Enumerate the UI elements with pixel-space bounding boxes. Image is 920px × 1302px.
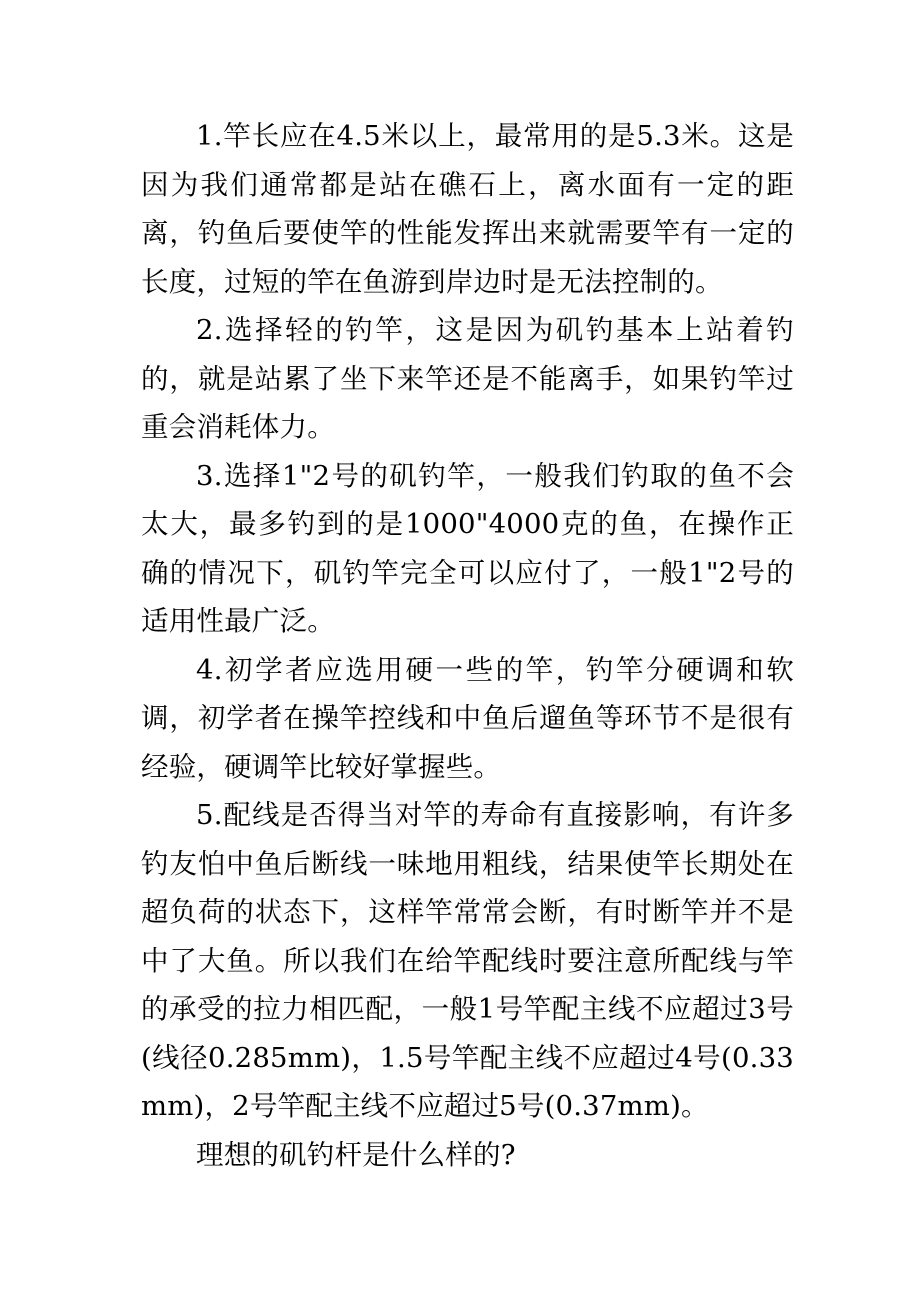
paragraph-line-matching: 5.配线是否得当对竿的寿命有直接影响，有许多钓友怕中鱼后断线一味地用粗线，结果使竿长期处在超负荷的状态下，这样竿常常会断，有时断竿并不是中了大鱼。所以我们在给竿配线时要注意所配线与竿的承受的拉力相匹配，一般1号竿配主线不应超过3号(线径0.285mm)，1.5号竿配主线不应超过4号(0.33mm)，2号竿配主线不应超过5号(0.37mm)。 bbox=[141, 799, 794, 1122]
paragraph-rod-length: 1.竿长应在4.5米以上，最常用的是5.3米。这是因为我们通常都是站在礁石上，离水面有一定的距离，钓鱼后要使竿的性能发挥出来就需要竿有一定的长度，过短的竿在鱼游到岸边时是无法控制的。 bbox=[141, 120, 794, 298]
question-line: 理想的矶钓杆是什么样的? bbox=[196, 1138, 516, 1171]
paragraph-rod-stiffness: 4.初学者应选用硬一些的竿，钓竿分硬调和软调，初学者在操竿控线和中鱼后遛鱼等环节不是很有经验，硬调竿比较好掌握些。 bbox=[141, 653, 794, 783]
paragraph-rod-number: 3.选择1"2号的矶钓竿，一般我们钓取的鱼不会太大，最多钓到的是1000"4000克的鱼，在操作正确的情况下，矶钓竿完全可以应付了，一般1"2号的适用性最广泛。 bbox=[141, 459, 794, 637]
paragraph-rod-weight: 2.选择轻的钓竿，这是因为矶钓基本上站着钓的，就是站累了坐下来竿还是不能离手，如果钓竿过重会消耗体力。 bbox=[141, 314, 794, 443]
